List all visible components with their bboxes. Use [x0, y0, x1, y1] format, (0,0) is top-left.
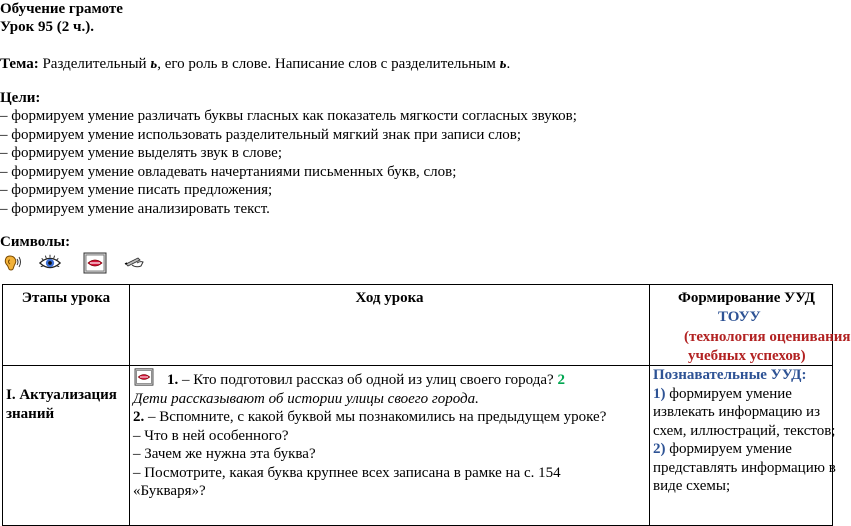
topic-line [0, 55, 510, 73]
goals-list [0, 107, 577, 219]
soft-sign: ь [499, 56, 507, 72]
lesson-table [2, 284, 851, 526]
question-1-text: – Кто подготовил рассказ об одной из улиц своего города? [178, 372, 558, 388]
question-2-text: – Вспомните, с какой буквой мы познакомились на предыдущем уроке? [144, 409, 607, 425]
header-course: Ход урока [130, 285, 650, 366]
goal-item: – формируем умение анализировать текст. [0, 200, 270, 217]
uud-item-2-line: виде схемы; [653, 478, 731, 494]
goal-item: – формируем умение писать предложения; [0, 182, 273, 199]
uud-item-2-line: формируем умение [665, 441, 792, 457]
uud-item-2 [653, 440, 829, 459]
uud-item-1-line: извлекать информацию из [653, 404, 821, 420]
uud-item-1-line: формируем умение [665, 385, 792, 402]
header-formation-title: Формирование УУД [678, 290, 815, 306]
ear-icon [2, 252, 26, 274]
question-1-number: 1. [167, 372, 179, 388]
question-2-line: «Букваря»? [133, 483, 206, 499]
goals-label: Цели: [0, 90, 41, 106]
header-touu: ТОУУ [718, 308, 761, 325]
score-badge: 2 [557, 372, 565, 388]
symbols-label: Символы: [0, 234, 71, 250]
uud-title: Познавательные УУД: [653, 367, 807, 383]
header-formation [650, 285, 851, 366]
table-header-row [3, 285, 833, 366]
question-2-line: – Зачем же нужна эта буква? [133, 446, 316, 462]
lesson-number: Урок 95 (2 ч.). [0, 19, 94, 35]
course-cell [130, 366, 650, 526]
question-1-answer: Дети рассказывают об истории улицы своего города. [133, 390, 479, 407]
stage-cell: I. Актуализация знаний [3, 366, 130, 526]
uud-item-1-line: схем, иллюстраций, текстов; [653, 422, 836, 439]
question-2-line: – Что в ней особенного? [133, 427, 289, 444]
table-row [3, 366, 833, 526]
question-2-number: 2. [133, 409, 145, 425]
question-1 [133, 368, 646, 390]
topic-label: Тема: [0, 56, 39, 72]
question-2-line: – Посмотрите, какая буква крупнее всех записана в рамке на с. 154 [133, 464, 561, 481]
header-touu-desc-1: (технология оценивания [684, 329, 851, 345]
goal-item: – формируем умение различать буквы гласных как показатель мягкости согласных звуков; [0, 108, 577, 124]
subject-title: Обучение грамоте [0, 1, 123, 17]
mouth-icon [83, 252, 107, 274]
uud-item-1-number: 1) [653, 385, 666, 402]
goal-item: – формируем умение выделять звук в слове; [0, 145, 282, 162]
hand-pencil-icon [123, 252, 147, 274]
topic-text-after: . [506, 56, 511, 72]
eye-icon [38, 252, 62, 274]
goal-item: – формируем умение использовать разделительный мягкий знак при записи слов; [0, 126, 522, 143]
uud-cell [650, 366, 836, 526]
header-stages: Этапы урока [3, 285, 130, 366]
uud-item-2-line: представлять информацию в [653, 459, 836, 476]
goal-item: – формируем умение овладевать начертаниями письменных букв, слов; [0, 163, 457, 180]
soft-sign: ь [150, 56, 158, 72]
uud-item-1 [653, 385, 829, 404]
mouth-icon [133, 368, 155, 386]
topic-text-middle: , его роль в слове. Написание слов с разделительным [157, 56, 500, 72]
question-2 [133, 408, 646, 427]
uud-item-2-number: 2) [653, 441, 666, 457]
header-touu-desc-2: учебных успехов) [688, 347, 806, 364]
topic-text-before: Разделительный [38, 56, 151, 72]
